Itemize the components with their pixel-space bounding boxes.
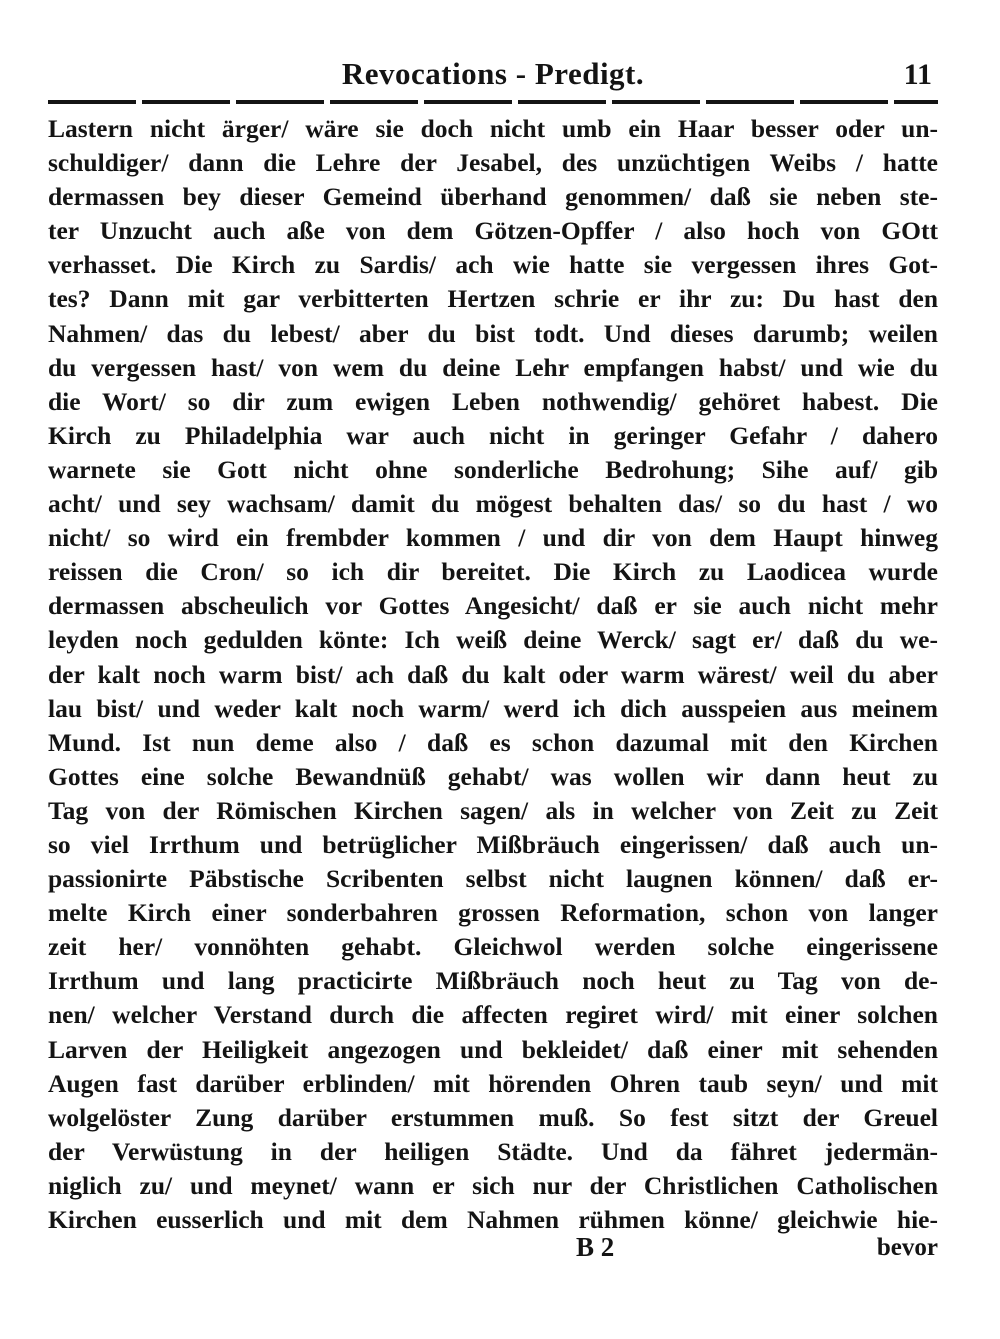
page-header	[48, 52, 938, 96]
text-line: acht/ und sey wachsam/ damit du mögest behalten das/ so du hast / wo	[48, 489, 938, 519]
text-line: wolgelöster Zung darüber erstummen muß. So fest sitzt der Greuel	[48, 1102, 938, 1132]
text-line: leyden noch gedulden könte: Ich weiß deine Werck/ sagt er/ daß du we-	[48, 625, 938, 655]
page-number: 11	[903, 58, 932, 91]
text-line: Mund. Ist nun deme also / daß es schon dazumal mit den Kirchen	[48, 727, 938, 757]
text-line: ter Unzucht auch aße von dem Götzen-Opffer / also hoch von GOtt	[48, 216, 938, 246]
signature-mark: B 2	[576, 1232, 615, 1262]
header-rule	[48, 100, 938, 104]
text-line: nen/ welcher Verstand durch die affecten regiret wird/ mit einer solchen	[48, 1000, 938, 1030]
text-line: zeit her/ vonnöhten gehabt. Gleichwol werden solche eingerissene	[48, 932, 938, 962]
text-line: Gottes eine solche Bewandnüß gehabt/ was wollen wir dann heut zu	[48, 761, 938, 791]
body-text	[48, 112, 938, 1237]
text-line: Irrthum und lang practicirte Mißbräuch noch heut zu Tag von de-	[48, 966, 938, 996]
text-line: Larven der Heiligkeit angezogen und bekleidet/ daß einer mit sehenden	[48, 1034, 938, 1064]
text-line: nicht/ so wird ein frembder kommen / und dir von dem Haupt hinweg	[48, 523, 938, 553]
text-line: reissen die Cron/ so ich dir bereitet. Die Kirch zu Laodicea wurde	[48, 557, 938, 587]
text-line: der kalt noch warm bist/ ach daß du kalt oder warm wärest/ weil du aber	[48, 659, 938, 689]
text-line: tes? Dann mit gar verbitterten Hertzen schrie er ihr zu: Du hast den	[48, 284, 938, 314]
text-line: die Wort/ so dir zum ewigen Leben nothwendig/ gehöret habest. Die	[48, 386, 938, 416]
running-title: Revocations - Predigt.	[341, 56, 645, 91]
text-line: melte Kirch einer sonderbahren grossen Reformation, schon von langer	[48, 898, 938, 928]
text-line: du vergessen hast/ von wem du deine Lehr empfangen habst/ und wie du	[48, 352, 938, 382]
text-line: Augen fast darüber erblinden/ mit hörenden Ohren taub seyn/ und mit	[48, 1068, 938, 1098]
text-line: dermassen bey dieser Gemeind überhand genommen/ daß sie neben ste-	[48, 182, 938, 212]
catchword: bevor	[876, 1234, 938, 1261]
text-line: Kirchen eusserlich und mit dem Nahmen rühmen könne/ gleichwie hie-	[48, 1205, 938, 1234]
text-line: so viel Irrthum und betrüglicher Mißbräuch eingerissen/ daß auch un-	[48, 829, 938, 859]
text-line: schuldiger/ dann die Lehre der Jesabel, des unzüchtigen Weibs / hatte	[48, 148, 938, 178]
text-line: passionirte Päbstische Scribenten selbst nicht laugnen können/ daß er-	[48, 864, 938, 894]
text-line: Nahmen/ das du lebest/ aber du bist todt. Und dieses darumb; weilen	[48, 318, 938, 348]
text-line: dermassen abscheulich vor Gottes Angesicht/ daß er sie auch nicht mehr	[48, 591, 938, 621]
text-line: Kirch zu Philadelphia war auch nicht in geringer Gefahr / dahero	[48, 420, 938, 450]
text-line: niglich zu/ und meynet/ wann er sich nur der Christlichen Catholischen	[48, 1170, 938, 1200]
text-line: Lastern nicht ärger/ wäre sie doch nicht umb ein Haar besser oder un-	[48, 114, 938, 143]
page-footer	[48, 1232, 938, 1268]
text-line: lau bist/ und weder kalt noch warm/ werd ich dich ausspeien aus meinem	[48, 693, 938, 723]
text-line: Tag von der Römischen Kirchen sagen/ als in welcher von Zeit zu Zeit	[48, 795, 938, 825]
text-line: der Verwüstung in der heiligen Städte. Und da fähret jedermän-	[48, 1136, 938, 1166]
text-line: warnete sie Gott nicht ohne sonderliche Bedrohung; Sihe auf/ gib	[48, 454, 938, 484]
text-line: verhasset. Die Kirch zu Sardis/ ach wie hatte sie vergessen ihres Got-	[48, 250, 938, 280]
